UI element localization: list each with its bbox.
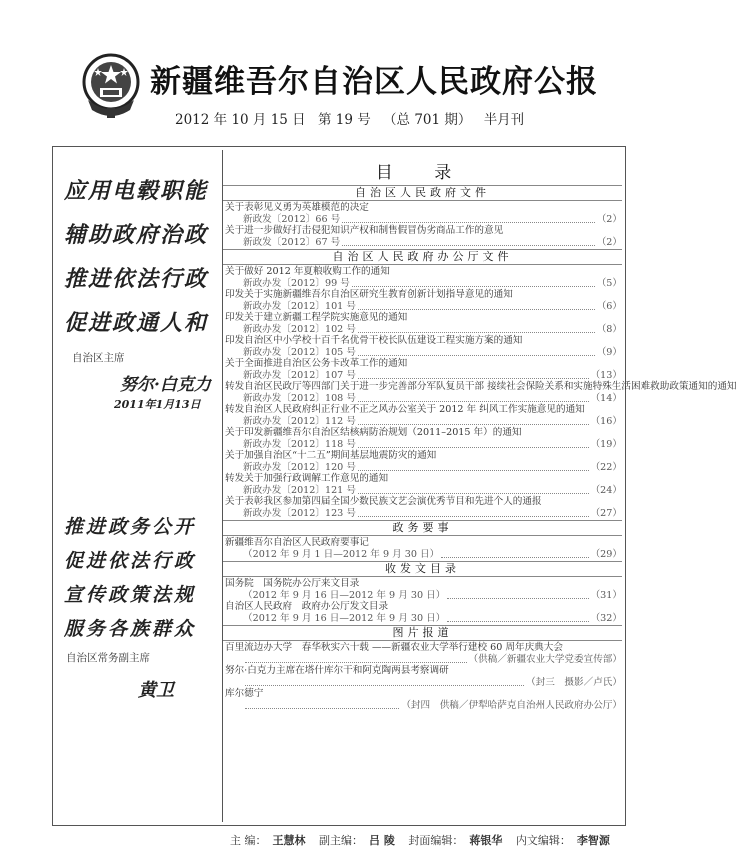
toc-entry-detail [225, 237, 622, 249]
toc-section-heading: 政务要事 [223, 520, 622, 536]
toc-leader-dots [358, 372, 589, 379]
toc-entry[interactable] [223, 289, 622, 312]
chairman-signature: 努尔·白克力 [120, 375, 211, 395]
toc-entry-page: （32） [590, 612, 622, 624]
toc-entry-title: 印发关于实施新疆维吾尔自治区研究生教育创新计划指导意见的通知 [225, 289, 513, 300]
toc-entry[interactable] [223, 665, 622, 688]
toc-section-heading: 自治区人民政府文件 [223, 185, 622, 201]
issue-date: 2012 年 10 月 15 日 [175, 112, 306, 128]
toc-entry-detail [225, 214, 622, 226]
toc-entry-page: （5） [596, 277, 622, 289]
toc-entry-detail [225, 485, 622, 497]
toc-entry-page: （封四 供稿／伊犁哈萨克自治州人民政府办公厅） [401, 699, 622, 711]
toc-entry[interactable] [223, 266, 622, 289]
toc-entry-detail [225, 654, 622, 666]
toc-entry-detail [225, 393, 622, 405]
toc-entry-detail [225, 347, 622, 359]
toc-entry-doc-number: 新政发〔2012〕66 号 [243, 213, 341, 225]
toc-entry-doc-number: （2012 年 9 月 1 日—2012 年 9 月 30 日） [243, 548, 440, 560]
text-editor: 李智源 [576, 834, 610, 847]
toc-entry[interactable] [223, 473, 622, 496]
toc-entry-title: 印发关于建立新疆工程学院实施意见的通知 [225, 312, 408, 323]
cover-editor: 蒋银华 [469, 834, 503, 847]
toc-leader-dots [245, 702, 399, 709]
toc-entry-title: 关于全面推进自治区公务卡改革工作的通知 [225, 358, 408, 369]
toc-leader-dots [447, 592, 588, 599]
toc-entry-title: 自治区人民政府 政府办公厅发文目录 [225, 601, 389, 612]
toc-entry-detail [225, 613, 622, 625]
national-emblem-icon [80, 52, 142, 120]
toc-entry[interactable] [223, 688, 622, 711]
inscription-line: 应用电毂职能 [64, 178, 209, 204]
toc-entry-title: 印发自治区中小学校十百千名优骨干校长队伍建设工程实施方案的通知 [225, 335, 523, 346]
toc-section-heading: 收发文目录 [223, 561, 622, 577]
signature-date: 2011年1月13日 [114, 398, 201, 411]
toc-entry-title: 新疆维吾尔自治区人民政府要事记 [225, 537, 369, 548]
toc-entry-doc-number: （2012 年 9 月 16 日—2012 年 9 月 30 日） [243, 589, 446, 601]
deputy-editor: 吕 陵 [369, 834, 395, 847]
toc-entry-title: 转发关于加强行政调解工作意见的通知 [225, 473, 389, 484]
toc-entry-doc-number: 新政办发〔2012〕107 号 [243, 369, 356, 381]
toc-leader-dots [342, 216, 594, 223]
toc-section-heading: 自治区人民政府办公厅文件 [223, 249, 622, 265]
toc-entry-doc-number: 新政办发〔2012〕105 号 [243, 346, 356, 358]
toc-entry-detail [225, 370, 622, 382]
toc-entry[interactable] [223, 537, 622, 560]
toc-entry[interactable] [223, 642, 622, 665]
toc-entry-title: 转发自治区人民政府纠正行业不正之风办公室关于 2012 年 纠风工作实施意见的通知 [225, 404, 585, 415]
toc-entry-doc-number: 新政发〔2012〕67 号 [243, 236, 341, 248]
toc-entry[interactable] [223, 312, 622, 335]
toc-entry-title: 关于加强自治区“十二五”期间基层地震防灾的通知 [225, 450, 437, 461]
toc-leader-dots [447, 615, 588, 622]
inscription-line: 促进政通人和 [64, 310, 209, 336]
toc-entry-doc-number: 新政办发〔2012〕112 号 [243, 415, 356, 427]
toc-leader-dots [352, 280, 595, 287]
toc-entry-page: （27） [590, 507, 622, 519]
toc-entry-detail [225, 416, 622, 428]
toc-leader-dots [358, 418, 589, 425]
issue-number: 第 19 号 [317, 112, 371, 128]
toc-entry-page: （13） [590, 369, 622, 381]
toc-entry[interactable] [223, 450, 622, 473]
toc-entry[interactable] [223, 578, 622, 601]
editorial-credits [230, 832, 630, 848]
toc-entry[interactable] [223, 496, 622, 519]
toc-entry-doc-number: 新政办发〔2012〕118 号 [243, 438, 356, 450]
toc-section-heading: 图片报道 [223, 625, 622, 641]
toc-entry-page: （16） [590, 415, 622, 427]
toc-entry-page: （24） [590, 484, 622, 496]
toc-entry-title: 关于印发新疆维吾尔自治区结核病防治规划（2011–2015 年）的通知 [225, 427, 522, 438]
toc-title: 目 录 [375, 163, 470, 183]
toc-entry-detail [225, 439, 622, 451]
inscription-line: 促进依法行政 [64, 550, 197, 572]
toc-entry-page: （6） [596, 300, 622, 312]
toc-entry-title: 库尔德宁 [225, 688, 264, 699]
deputy-editor-label: 副主编： [319, 834, 363, 847]
toc-entry-doc-number: （2012 年 9 月 16 日—2012 年 9 月 30 日） [243, 612, 446, 624]
issue-frequency: 半月刊 [483, 112, 525, 128]
toc-entry-page: （14） [590, 392, 622, 404]
toc-entry-title: 百里流边办大学 春华秋实六十载 ——新疆农业大学举行建校 60 周年庆典大会 [225, 642, 563, 653]
vice-chairman-label: 自治区常务副主席 [66, 652, 150, 664]
toc-entry-title: 关于做好 2012 年夏粮收购工作的通知 [225, 266, 390, 277]
toc-entry-page: （22） [590, 461, 622, 473]
toc-entry-doc-number: 新政办发〔2012〕120 号 [243, 461, 356, 473]
toc-leader-dots [441, 551, 588, 558]
toc-entry-page: （2） [596, 213, 622, 225]
chief-editor-label: 主 编： [230, 834, 267, 847]
toc-entry-detail [225, 462, 622, 474]
toc-entry-title: 关于表彰见义勇为英雄模范的决定 [225, 202, 369, 213]
toc-body [223, 185, 737, 711]
toc-entry-title: 关于表彰我区参加第四届全国少数民族文艺会演优秀节目和先进个人的通报 [225, 496, 542, 507]
gazette-title: 新疆维吾尔自治区人民政府公报 [150, 64, 598, 100]
toc-entry[interactable] [223, 335, 622, 358]
toc-entry-page: （供稿／新疆农业大学党委宣传部） [468, 653, 622, 665]
toc-entry-page: （9） [596, 346, 622, 358]
toc-entry-doc-number: 新政办发〔2012〕123 号 [243, 507, 356, 519]
toc-leader-dots [358, 464, 589, 471]
toc-entry-doc-number: 新政办发〔2012〕99 号 [243, 277, 350, 289]
toc-entry-doc-number: 新政办发〔2012〕121 号 [243, 484, 356, 496]
toc-leader-dots [358, 510, 589, 517]
toc-entry-title: 国务院 国务院办公厅来文目录 [225, 578, 360, 589]
inscription-line: 服务各族群众 [64, 618, 197, 640]
toc-entry-title: 转发自治区民政厅等四部门关于进一步完善部分军队复员干部 接续社会保险关系和实施特殊生活困难救助政策通知的通知 [225, 381, 737, 392]
table-of-contents [222, 150, 737, 822]
toc-entry-detail [225, 324, 622, 336]
inscription-line: 推进依法行政 [64, 266, 209, 292]
toc-entry-page: （8） [596, 323, 622, 335]
toc-leader-dots [358, 395, 589, 402]
toc-entry[interactable] [223, 427, 622, 450]
toc-entry[interactable] [223, 202, 622, 225]
toc-entry[interactable] [223, 404, 622, 427]
toc-leader-dots [358, 349, 595, 356]
toc-entry-doc-number: 新政办发〔2012〕108 号 [243, 392, 356, 404]
issue-info [175, 108, 635, 128]
toc-entry-detail [225, 508, 622, 520]
toc-entry-title: 努尔·白克力主席在塔什库尔干和阿克陶两县考察调研 [225, 665, 449, 676]
inscriptions-column [58, 160, 218, 820]
chairman-label: 自治区主席 [72, 352, 125, 364]
toc-entry-page: （31） [590, 589, 622, 601]
toc-leader-dots [245, 656, 467, 663]
toc-leader-dots [245, 679, 524, 686]
toc-entry[interactable] [223, 601, 622, 624]
inscription-line: 宣传政策法规 [64, 584, 197, 606]
toc-leader-dots [358, 326, 595, 333]
toc-entry-detail [225, 301, 622, 313]
toc-leader-dots [358, 487, 589, 494]
toc-leader-dots [342, 239, 594, 246]
cover-editor-label: 封面编辑： [408, 834, 464, 847]
inscription-line: 辅助政府治政 [64, 222, 209, 248]
toc-leader-dots [358, 441, 589, 448]
toc-entry-detail [225, 278, 622, 290]
toc-entry-detail [225, 590, 622, 602]
toc-entry[interactable] [223, 381, 737, 404]
toc-entry-page: （29） [590, 548, 622, 560]
toc-entry-detail [225, 677, 622, 689]
vice-chairman-signature: 黄卫 [138, 680, 174, 701]
toc-entry-doc-number: 新政办发〔2012〕102 号 [243, 323, 356, 335]
toc-entry-page: （2） [596, 236, 622, 248]
toc-entry-doc-number: 新政办发〔2012〕101 号 [243, 300, 356, 312]
toc-entry-detail [225, 549, 622, 561]
toc-entry[interactable] [223, 358, 622, 381]
toc-entry[interactable] [223, 225, 622, 248]
chief-editor: 王慧林 [272, 834, 306, 847]
toc-leader-dots [358, 303, 595, 310]
issue-total: （总 701 期） [383, 112, 472, 128]
toc-entry-title: 关于进一步做好打击侵犯知识产权和制售假冒伪劣商品工作的意见 [225, 225, 504, 236]
toc-entry-page: （封三 摄影／卢氏） [526, 676, 622, 688]
text-editor-label: 内文编辑： [515, 834, 571, 847]
toc-entry-page: （19） [590, 438, 622, 450]
toc-entry-detail [225, 700, 622, 712]
inscription-line: 推进政务公开 [64, 516, 197, 538]
